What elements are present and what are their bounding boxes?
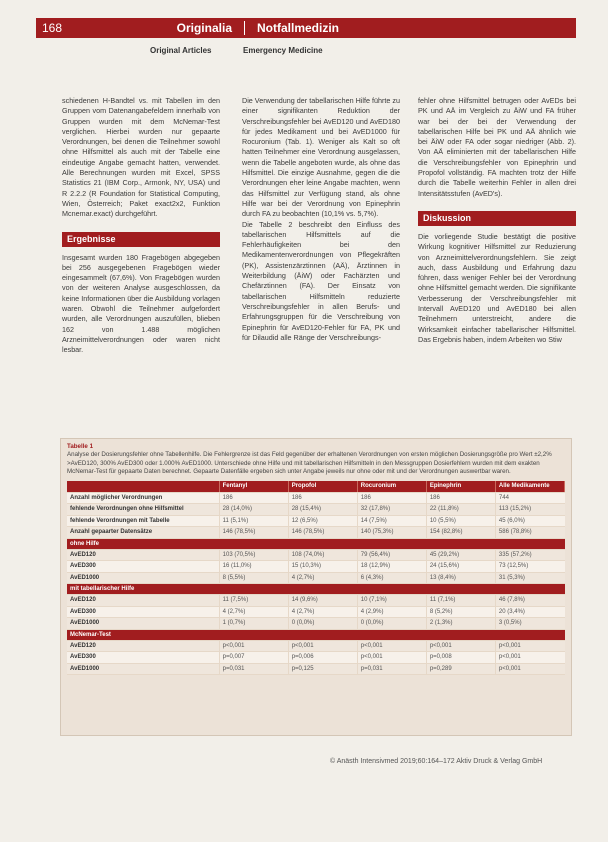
table-cell: 146 (78,5%) (219, 527, 288, 539)
table-cell: 4 (2,9%) (357, 606, 426, 618)
table-cell: 8 (5,2%) (426, 606, 495, 618)
row-label: AvED300 (67, 606, 219, 618)
table-cell: 744 (495, 492, 564, 504)
table-cell: 4 (2,7%) (219, 606, 288, 618)
table-cell: 103 (70,5%) (219, 549, 288, 561)
table-row (67, 527, 565, 539)
table-cell: 79 (56,4%) (357, 549, 426, 561)
table-column-header: Epinephrin (426, 481, 495, 493)
table-cell: p<0,001 (495, 640, 564, 652)
table-cell: p=0,125 (288, 663, 357, 675)
table-cell: p<0,001 (219, 640, 288, 652)
table-cell: 1 (0,7%) (219, 618, 288, 630)
paragraph: Insgesamt wurden 180 Fragebögen abgegeben bei 256 ausgegebenen Fragebögen wieder eingesammelt (67,6%). Von Fragebögen wurden von der weiteren Analyse ausgeschlossen, da keine Informationen über die Ausbildung vorlagen waren. Obwohl die Teilnehmer aufgefordert wurden, alle Verordnungen auszufüllen, blieben 162 von 1.488 möglichen Arzneimittelverordnungen oder waren nicht lesbar. (62, 252, 220, 355)
table-cell: p=0,006 (288, 652, 357, 664)
table-cell: 28 (14,0%) (219, 504, 288, 516)
table-cell: p=0,007 (219, 652, 288, 664)
table-cell: p=0,031 (357, 663, 426, 675)
row-label: AvED1000 (67, 618, 219, 630)
paragraph: Die Verwendung der tabellarischen Hilfe führte zu einer signifikanten Reduktion der Verschreibungsfehler bei AvED120 und AvED180 für jedes Medikament und bei AvED1000 für Rocuronium (Tab. 1). Weniger als Kalt so oft hatten Teilnehmer eine Verordnung ausgelassen, wenn die Tabelle angeboten wurde, als ohne das Hilfsmittel. Die einzige Ausnahme, gegen die die Verordnungen eher leine Angabe machten, wenn das Hilfsmittel zur Verfügung stand, als ohne Hilfe war bei der Verordnung von Epinephrin durch FA zu beobachten (10,1% vs. 5,7%). (242, 96, 400, 219)
table-cell: 22 (11,8%) (426, 504, 495, 516)
table-cell: 3 (0,5%) (495, 618, 564, 630)
table-cell: 28 (15,4%) (288, 504, 357, 516)
table-row (67, 663, 565, 675)
table-cell: 0 (0,0%) (357, 618, 426, 630)
table-cell: 8 (5,5%) (219, 572, 288, 584)
row-label: AvED300 (67, 652, 219, 664)
row-label: AvED120 (67, 549, 219, 561)
group-title: ohne Hilfe (67, 538, 565, 549)
table-caption (67, 443, 565, 477)
table-row (67, 572, 565, 584)
table-cell: 0 (0,0%) (288, 618, 357, 630)
table-row (67, 640, 565, 652)
table-cell: 186 (288, 492, 357, 504)
paragraph: Die vorliegende Studie bestätigt die positive Wirkung kognitiver Hilfsmittel zur Reduzierung von Arzneimittelverordnungsfehlern. Sie zeigt auch, dass Ausbildung und Erfahrung dazu führen, dass weniger Fehler bei der Verordnung ohne Hilfsmittel gemacht werden. Die signifikante Verbesserung der Verschreibungsfehler mit Intervall AvED120 und AvED180 bei allen Teilnehmern unterstreicht, andere die Wirksamkeit einfacher tabellarischer Hilfsmittel. Das Ergebnis haben, indem Arbeiten wo Stiw (418, 231, 576, 344)
page-number: 168 (42, 21, 63, 35)
table-cell: 16 (11,0%) (219, 561, 288, 573)
table-1 (60, 438, 572, 736)
table-cell: 586 (78,8%) (495, 527, 564, 539)
table-cell: 186 (219, 492, 288, 504)
table-cell: p<0,001 (357, 652, 426, 664)
table-cell: p=0,289 (426, 663, 495, 675)
table-row (67, 561, 565, 573)
table-cell: 46 (7,8%) (495, 595, 564, 607)
table-row (67, 492, 565, 504)
table-cell: 108 (74,0%) (288, 549, 357, 561)
table-row (67, 652, 565, 664)
group-title: mit tabellarischer Hilfe (67, 584, 565, 595)
table-cell: 335 (57,2%) (495, 549, 564, 561)
row-label: AvED120 (67, 640, 219, 652)
table-row (67, 504, 565, 516)
table-cell: 18 (12,9%) (357, 561, 426, 573)
header-bar (36, 18, 576, 38)
table-cell: 11 (5,1%) (219, 515, 288, 527)
row-label: AvED300 (67, 561, 219, 573)
table-cell: 2 (1,3%) (426, 618, 495, 630)
table-row (67, 515, 565, 527)
table-cell: 154 (82,8%) (426, 527, 495, 539)
table-cell: 11 (7,5%) (219, 595, 288, 607)
table-row (67, 618, 565, 630)
table-column-header: Alle Medikamente (495, 481, 564, 493)
table-cell: p=0,008 (426, 652, 495, 664)
paragraph: fehler ohne Hilfsmittel betrugen oder AvEDs bei PK und AÄ im Vergleich zu ÄiW und FA früher war bei der bei der Verwendung der tabellarischen Hilfe bei PK und AÄ ähnlich wie bei ÄiW oder FA oder sogar niedriger (Abb. 2). Von AÄ eliminierten mit der tabellarischen Hilfe die Verschreibungsfehler von Epinephrin und Propofol vollständig. FA machten trotz der Hilfe durch die Tabelle weiterhin Fehler in allen drei Intensitätsstufen (AvED's). (418, 96, 576, 198)
table-column-header (67, 481, 219, 493)
table-cell: 31 (5,3%) (495, 572, 564, 584)
table-cell: 146 (78,5%) (288, 527, 357, 539)
table-group-row (67, 629, 565, 640)
table-cell: 11 (7,1%) (426, 595, 495, 607)
table-cell: 13 (8,4%) (426, 572, 495, 584)
table-cell: 12 (6,5%) (288, 515, 357, 527)
row-label: fehlende Verordnungen mit Tabelle (67, 515, 219, 527)
row-label: fehlende Verordnungen ohne Hilfsmittel (67, 504, 219, 516)
table-cell: 140 (75,3%) (357, 527, 426, 539)
table-cell: 10 (7,1%) (357, 595, 426, 607)
text-column-1 (62, 96, 220, 356)
row-label: AvED1000 (67, 663, 219, 675)
table-cell: p<0,001 (495, 652, 564, 664)
section-heading-discussion: Diskussion (418, 211, 576, 226)
table-caption-label: Tabelle 1 (67, 443, 94, 450)
table-caption-text: Analyse der Dosierungsfehler ohne Tabellenhilfe. Die Fehlergrenze ist das Feld gegenüber der erhaltenen Verordnungen von ersten möglichen Dosierungsgröße pro Wert ±2,2% >AvED120, 300% AvED300 oder 1.000% AvED1000. Unterschiede ohne Hilfe und mit tabellarischen Hilfsmitteln in den Messgruppen Dosierfehlern wurden mit dem exakten McNemar-Test für gepaarte Daten berechnet. Gepaarte Datenfälle ergeben sich unter Angabe jeweils nur ohne oder mit und der Verordnungen auswertbar waren. (67, 451, 552, 476)
table-header-row (67, 481, 565, 493)
table-row (67, 549, 565, 561)
subheader-right: Emergency Medicine (243, 46, 323, 55)
table-cell: p<0,001 (426, 640, 495, 652)
table-cell: 15 (10,3%) (288, 561, 357, 573)
table-cell: p<0,001 (288, 640, 357, 652)
table-row (67, 606, 565, 618)
group-title: McNemar-Test (67, 629, 565, 640)
table-cell: 186 (426, 492, 495, 504)
table-cell: 6 (4,3%) (357, 572, 426, 584)
table-cell: p=0,031 (219, 663, 288, 675)
table-cell: 14 (7,5%) (357, 515, 426, 527)
table-cell: 45 (29,2%) (426, 549, 495, 561)
table-cell: 4 (2,7%) (288, 606, 357, 618)
paragraph: schiedenen H-Bandtel vs. mit Tabellen im den Gruppen vom Datenangabefeldern innerhalb von Gruppen wurden mit dem McNemar-Test verglichen. Hierbei wurden nur gepaarte Verordnungen, bei denen die Teilnehmer sowohl ohne Hilfsmittel als auch mit der Tabelle eine eindeutige Angabe gemacht hatten, verwendet. Alle Berechnungen wurden mit Excel, SPSS Statistics 21 (IBM Corp., Armonk, NY, USA) und R 2.2.2 (R Foundation for Statistical Computing, Wien, Österreich; Paket exact2x2, Funktion Mcnemar.exact) durchgeführt. (62, 96, 220, 219)
text-column-3 (418, 96, 576, 345)
table-column-header: Rocuronium (357, 481, 426, 493)
row-label: AvED120 (67, 595, 219, 607)
table-cell: 186 (357, 492, 426, 504)
table-column-header: Fentanyl (219, 481, 288, 493)
table-body (67, 492, 565, 675)
footer-citation: © Anästh Intensivmed 2019;60:164–172 Aktiv Druck & Verlag GmbH (330, 758, 543, 765)
table-group-row (67, 584, 565, 595)
table-row (67, 595, 565, 607)
row-label: Anzahl gepaarter Datensätze (67, 527, 219, 539)
table-cell: p<0,001 (357, 640, 426, 652)
table-cell: 14 (9,6%) (288, 595, 357, 607)
table-cell: 113 (15,2%) (495, 504, 564, 516)
text-column-2 (242, 96, 400, 343)
data-table (67, 481, 565, 676)
row-label: Anzahl möglicher Verordnungen (67, 492, 219, 504)
section-left-label: Originalia (176, 21, 232, 35)
table-cell: 10 (5,5%) (426, 515, 495, 527)
table-cell: 32 (17,8%) (357, 504, 426, 516)
subheader-left: Original Articles (150, 46, 212, 55)
table-cell: 24 (15,6%) (426, 561, 495, 573)
row-label: AvED1000 (67, 572, 219, 584)
table-column-header: Propofol (288, 481, 357, 493)
table-cell: 73 (12,5%) (495, 561, 564, 573)
paragraph: Die Tabelle 2 beschreibt den Einfluss des tabellarischen Hilfsmittels auf die Fehlerhäufigkeiten bei den Medikamentenverordnungen von Pflegekräften (PK), Assistenzärztinnen (AÄ), Ärztinnen in Weiterbildung (ÄiW) oder Fachärzten und Chefärztinnen (FA). Der Einsatz von tabellarischen Hilfsmitteln reduzierte Verschreibungsfehler in allen Berufs- und Erfahrungsgruppen für die Verschreibung von Epinephrin für AvED120-Fehler für FA, PK und für Dilaudid alle Ränge der Verschreibungs- (242, 219, 400, 342)
table-cell: 4 (2,7%) (288, 572, 357, 584)
table-cell: 45 (6,0%) (495, 515, 564, 527)
table-cell: p<0,001 (495, 663, 564, 675)
table-group-row (67, 538, 565, 549)
section-right-label: Notfallmedizin (257, 21, 340, 35)
table-cell: 20 (3,4%) (495, 606, 564, 618)
section-heading-results: Ergebnisse (62, 232, 220, 247)
